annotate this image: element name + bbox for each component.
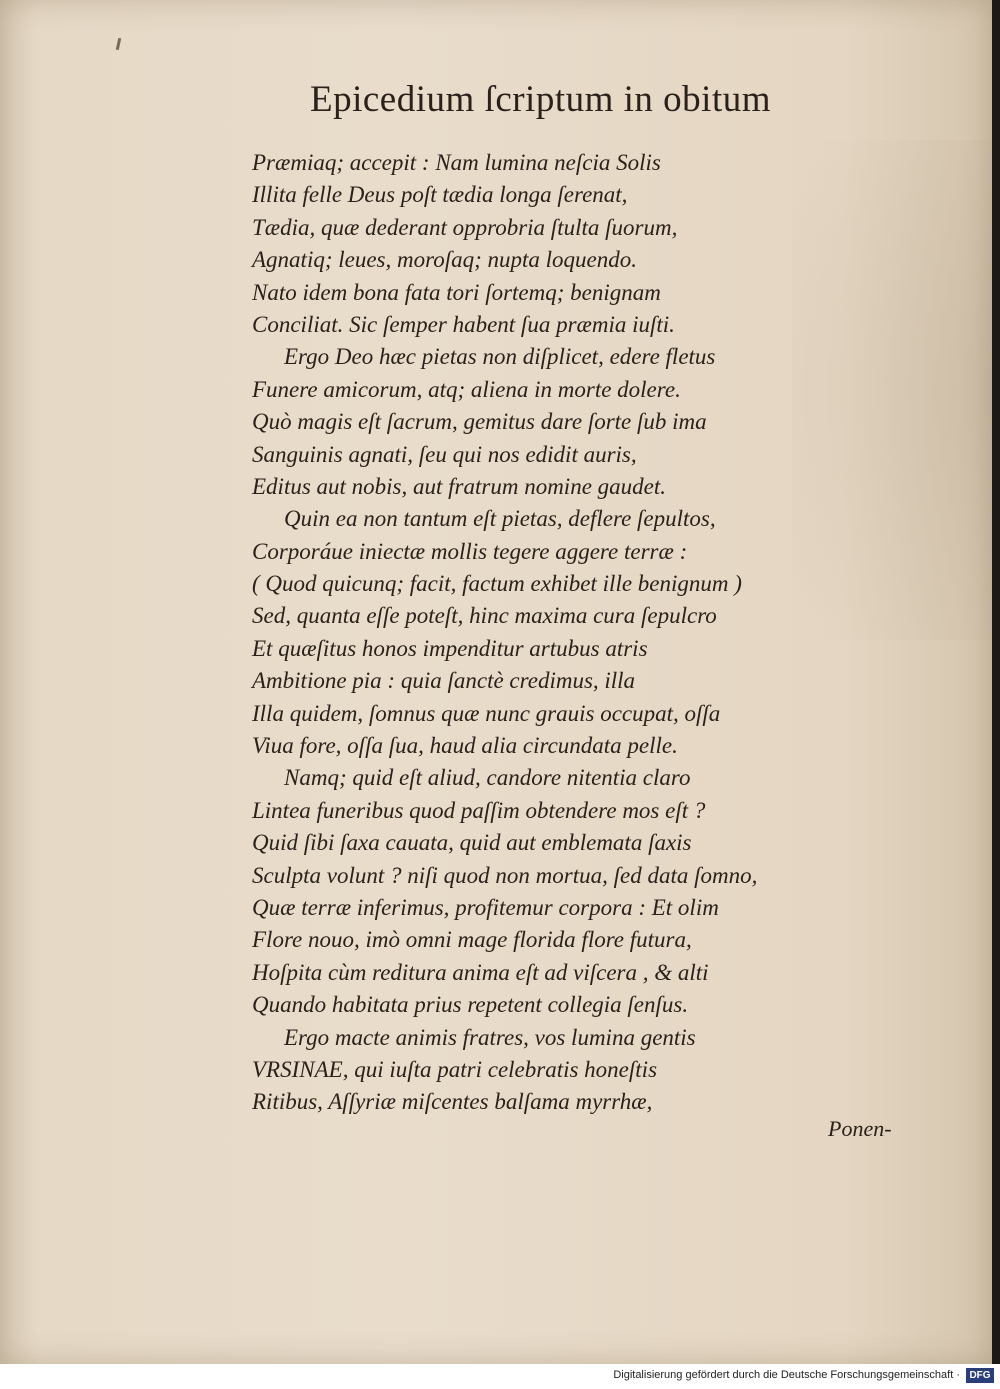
poem-line: Flore nouo, imò omni mage florida flore futura, — [252, 927, 692, 953]
poem-line: Hoſpita cùm reditura anima eſt ad viſcera , & alti — [252, 959, 709, 985]
poem-line: Ambitione pia : quia ſanctè credimus, illa — [252, 668, 636, 694]
poem-line: Sculpta volunt ? niſi quod non mortua, ſed data ſomno, — [252, 862, 758, 888]
poem-line: Illita felle Deus poſt tædia longa ſerenat, — [252, 182, 628, 208]
ink-mark — [116, 38, 121, 50]
poem-line: Præmiaq; accepit : Nam lumina neſcia Solis — [252, 150, 661, 175]
poem-line: Nato idem bona fata tori ſortemq; benignam — [252, 279, 661, 305]
poem-line: Ergo macte animis fratres, vos lumina gentis — [284, 1024, 696, 1050]
catchword: Ponen- — [828, 1116, 892, 1141]
poem-line: Editus aut nobis, aut fratrum nomine gaudet. — [252, 473, 666, 499]
poem-line: Sed, quanta eſſe poteſt, hinc maxima cura ſepulcro — [252, 603, 717, 629]
poem-line: Sanguinis agnati, ſeu qui nos edidit auris, — [252, 441, 637, 467]
poem-line: Lintea funeribus quod paſſim obtendere mos eſt ? — [252, 797, 706, 823]
poem-text-block — [0, 147, 992, 1119]
poem-line: Agnatiq; leues, moroſaq; nupta loquendo. — [252, 247, 637, 273]
poem-line: Quæ terræ inferimus, profitemur corpora : Et olim — [252, 894, 719, 920]
poem-line: Namq; quid eſt aliud, candore nitentia claro — [284, 765, 691, 791]
poem-line: Tædia, quæ dederant opprobria ſtulta ſuorum, — [252, 214, 678, 240]
dfg-logo-icon: DFG — [966, 1368, 994, 1383]
page-header: Epicedium ſcriptum in obitum — [310, 79, 772, 120]
poem-line: Quando habitata prius repetent collegia ſenſus. — [252, 992, 689, 1018]
poem-line: VRSINAE, qui iuſta patri celebratis honeſtis — [252, 1056, 658, 1082]
poem-line: Conciliat. Sic ſemper habent ſua præmia iuſti. — [252, 311, 675, 337]
poem-line: Quò magis eſt ſacrum, gemitus dare ſorte ſub ima — [252, 409, 707, 435]
funding-credit: Digitalisierung gefördert durch die Deutsche Forschungsgemeinschaft · — [613, 1369, 960, 1381]
poem-line: Corporáue iniectæ mollis tegere aggere terræ : — [252, 538, 688, 564]
poem-line: Quin ea non tantum eſt pietas, deflere ſepultos, — [284, 506, 716, 532]
poem-line: Viua fore, oſſa ſua, haud alia circundata pelle. — [252, 733, 678, 759]
poem-line: Ergo Deo hæc pietas non diſplicet, edere fletus — [284, 344, 716, 370]
poem-line: ( Quod quicunq; facit, factum exhibet ille benignum ) — [252, 571, 742, 597]
poem-line: Illa quidem, ſomnus quæ nunc grauis occupat, oſſa — [252, 700, 721, 726]
poem-line: Funere amicorum, atq; aliena in morte dolere. — [252, 376, 681, 402]
poem-line: Et quæſitus honos impenditur artubus atris — [252, 635, 648, 661]
poem-line: Quid ſibi ſaxa cauata, quid aut emblemata ſaxis — [252, 830, 692, 856]
footer-bar — [0, 1364, 1000, 1389]
poem-line: Ritibus, Aſſyriæ miſcentes balſama myrrhæ, — [252, 1089, 653, 1115]
